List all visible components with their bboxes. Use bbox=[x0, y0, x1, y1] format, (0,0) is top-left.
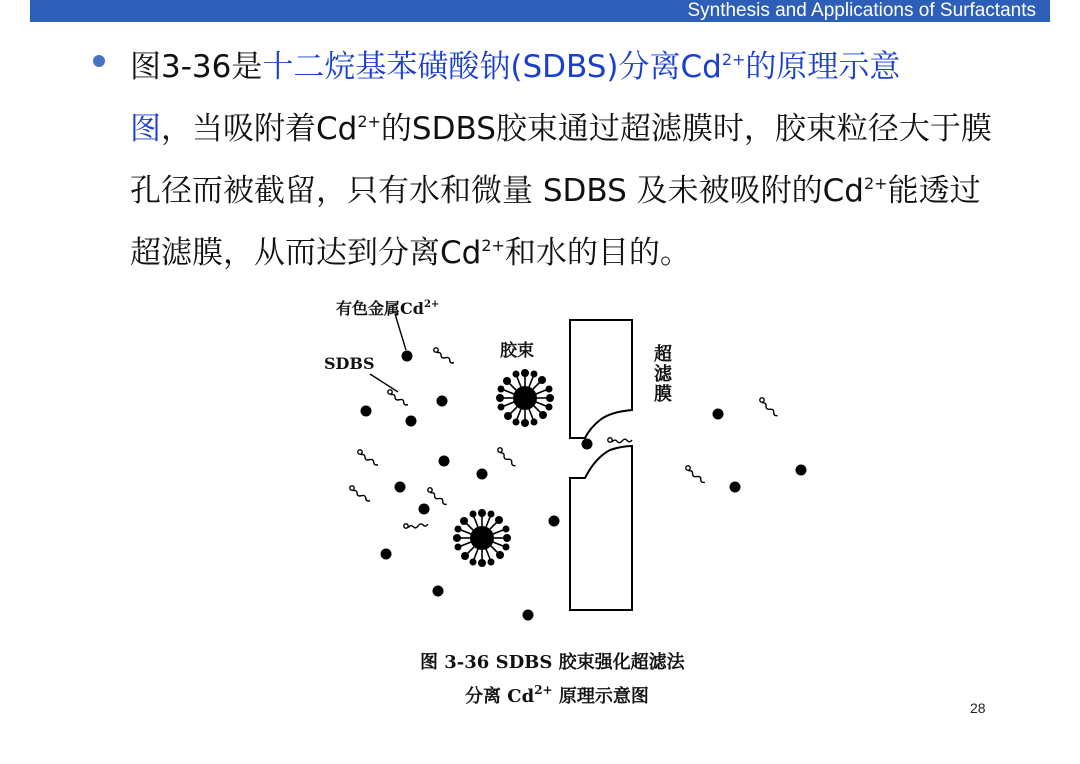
para-text: 图3-36是 bbox=[130, 49, 263, 85]
leader-line-metal bbox=[395, 314, 406, 350]
para-text: 能透过超滤膜，从而达到分离Cd bbox=[130, 173, 981, 271]
body-paragraph bbox=[130, 36, 1010, 284]
para-sup: 2+ bbox=[357, 112, 381, 131]
bullet-point bbox=[93, 55, 105, 67]
label-micelle: 胶束 bbox=[500, 341, 534, 361]
para-highlight-sup: 2+ bbox=[721, 50, 746, 69]
para-sup: 2+ bbox=[481, 236, 505, 255]
para-highlight: 的原理示意 bbox=[745, 49, 901, 85]
para-highlight: 十二烷基苯磺酸钠(SDBS)分离Cd bbox=[262, 49, 722, 85]
label-membrane: 超滤膜 bbox=[651, 344, 672, 404]
membrane-upper bbox=[570, 320, 632, 438]
para-text: 和水的目的。 bbox=[504, 235, 691, 271]
micelle-lower bbox=[453, 509, 511, 567]
sdbs-monomers bbox=[348, 347, 780, 530]
membrane-lower bbox=[570, 446, 632, 610]
leader-line-sdbs bbox=[370, 374, 398, 392]
micelle-upper bbox=[496, 369, 554, 427]
para-text: ，当吸附着Cd bbox=[161, 111, 358, 147]
header-bar bbox=[30, 0, 1050, 22]
para-sup: 2+ bbox=[863, 174, 888, 193]
label-sdbs: SDBS bbox=[324, 354, 375, 373]
label-metal-cd: 有色金属$Cd^{2+}$ bbox=[336, 299, 440, 318]
para-highlight: 图 bbox=[130, 111, 161, 147]
header-title: Synthesis and Applications of Surfactants bbox=[687, 0, 1036, 21]
page-number: 28 bbox=[970, 700, 986, 716]
figure-caption-line2: 分离 $Cd^{2+}$ 原理示意图 bbox=[465, 683, 649, 707]
figure-diagram bbox=[310, 280, 820, 720]
figure-caption-line1: 图 3-36 SDBS 胶束强化超滤法 bbox=[420, 652, 685, 673]
para-text: 的SDBS胶束通过超滤膜时，胶束粒径大于膜孔径而被截留，只有水和微量 SDBS 及未被吸附的Cd bbox=[130, 111, 992, 209]
cd-ions-right bbox=[713, 409, 807, 493]
